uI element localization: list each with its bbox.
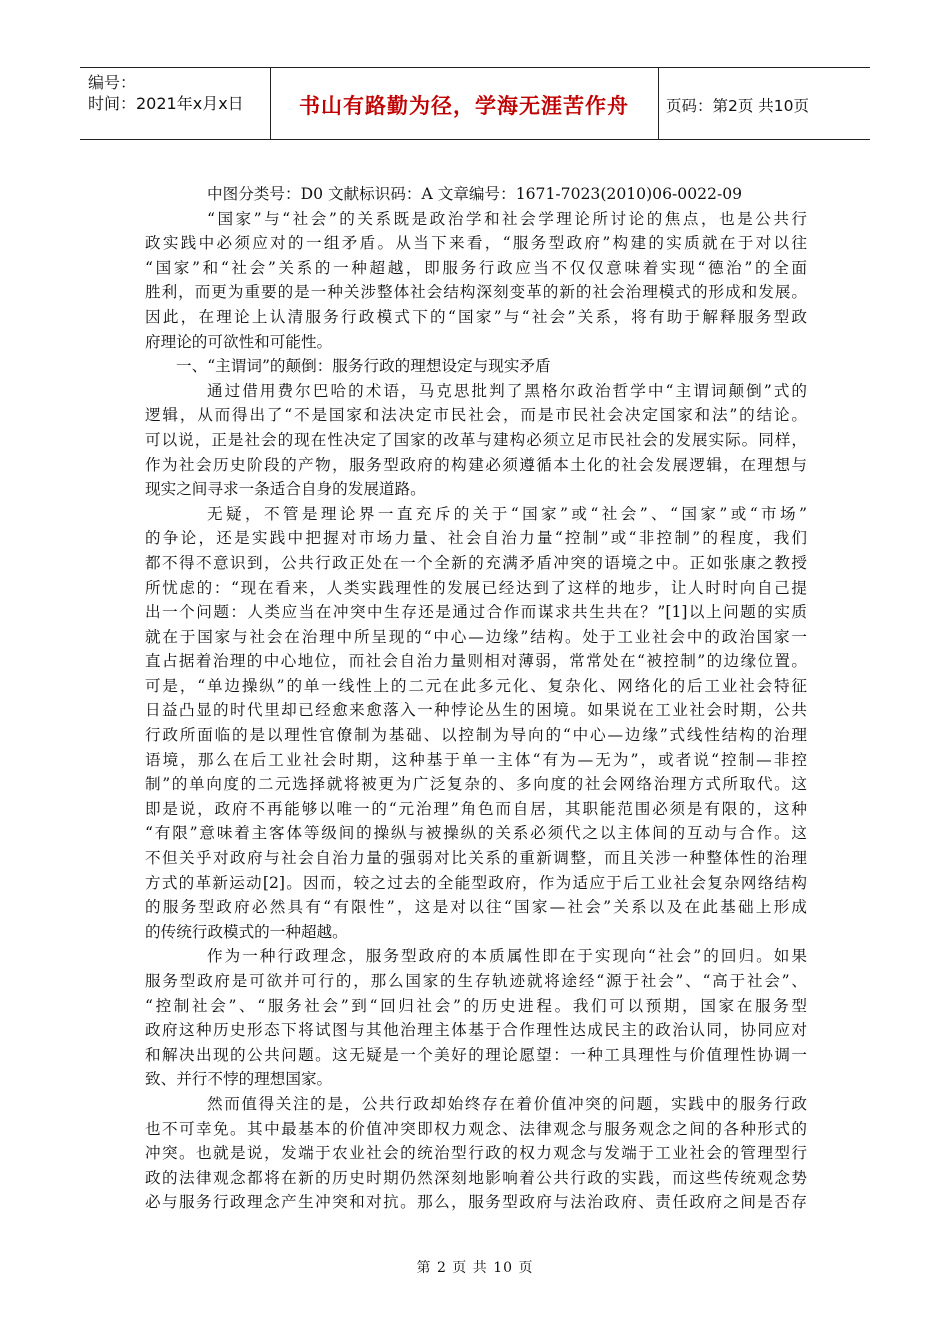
header-divider	[658, 68, 659, 139]
paragraph-line: 必与服务行政理念产生冲突和对抗。那么，服务型政府与法治政府、责任政府之间是否存	[145, 1193, 807, 1212]
document-time-label: 时间：2021年x月x日	[88, 94, 244, 113]
paragraph-line: 和解决出现的公共问题。这无疑是一个美好的理论愿望：一种工具理性与价值理性协调一	[145, 1045, 807, 1064]
paragraph-line: 可是，“单边操纵”的单一线性上的二元在此多元化、复杂化、网络化的后工业社会特征	[145, 676, 807, 695]
paragraph-line: 出一个问题：人类应当在冲突中生存还是通过合作而谋求共生共在？”[1]以上问题的实质	[145, 603, 807, 622]
page-header	[80, 67, 870, 140]
paragraph-line: 致、并行不悖的理想国家。	[145, 1070, 333, 1089]
paragraph-line: 的传统行政模式的一种超越。	[145, 922, 348, 941]
paragraph-line: 通过借用费尔巴哈的术语，马克思批判了黑格尔政治哲学中“主谓词颠倒”式的	[207, 381, 807, 400]
paragraph-line: “国家”与“社会”的关系既是政治学和社会学理论所讨论的焦点，也是公共行	[207, 209, 807, 228]
document-body	[145, 182, 807, 1215]
paragraph-line: 制”的单向度的二元选择就将被更为广泛复杂的、多向度的社会网络治理方式所取代。这	[145, 775, 807, 794]
paragraph-line: 政府这种历史形态下将试图与其他治理主体基于合作理性达成民主的政治认同，协同应对	[145, 1021, 807, 1040]
paragraph-line: 日益凸显的时代里却已经愈来愈落入一种悖论丛生的困境。如果说在工业社会时期，公共	[145, 701, 807, 720]
paragraph-line: 作为一种行政理念，服务型政府的本质属性即在于实现向“社会”的回归。如果	[207, 947, 807, 966]
paragraph-line: 府理论的可欲性和可能性。	[145, 332, 333, 351]
paragraph-line: 语境，那么在后工业社会时期，这种基于单一主体“有为—无为”，或者说“控制—非控	[145, 750, 807, 769]
paragraph-line: 都不得不意识到，公共行政正处在一个全新的充满矛盾冲突的语境之中。正如张康之教授	[145, 553, 807, 572]
paragraph-line: 的服务型政府必然具有“有限性”，这是对以往“国家—社会”关系以及在此基础上形成	[145, 898, 807, 917]
paragraph-line: 行政所面临的是以理性官僚制为基础、以控制为导向的“中心—边缘”式线性结构的治理	[145, 726, 807, 745]
paragraph-line: 就在于国家与社会在治理中所呈现的“中心—边缘”结构。处于工业社会中的政治国家一	[145, 627, 807, 646]
section-heading: 一、“主谓词”的颠倒：服务行政的理想设定与现实矛盾	[176, 357, 551, 376]
paragraph-line: 服务型政府是可欲并可行的，那么国家的生存轨迹就将途经“源于社会”、“高于社会”、	[145, 972, 807, 990]
paragraph-line: 直占据着治理的中心地位，而社会自治力量则相对薄弱，常常处在“被控制”的边缘位置。	[145, 652, 807, 671]
paragraph-line: 作为社会历史阶段的产物，服务型政府的构建必须遵循本土化的社会发展逻辑，在理想与	[145, 455, 807, 474]
header-left-block	[88, 72, 244, 114]
paragraph-line: 逻辑，从而得出了“不是国家和法决定市民社会，而是市民社会决定国家和法”的结论。	[145, 406, 807, 425]
classification-line: 中图分类号：D0 文献标识码：A 文章编号：1671-7023(2010)06-0022-09	[207, 185, 743, 203]
paragraph-line: “国家”和“社会”关系的一种超越，即服务行政应当不仅仅意味着实现“德治”的全面	[145, 258, 807, 277]
header-motto: 书山有路勤为径，学海无涯苦作舟	[299, 94, 629, 118]
paragraph-line: 冲突。也就是说，发端于农业社会的统治型行政的权力观念与发端于工业社会的管理型行	[145, 1144, 807, 1163]
paragraph-line: 政实践中必须应对的一组矛盾。从当下来看，“服务型政府”构建的实质就在于对以往	[145, 234, 807, 253]
paragraph-line: 政的法律观念都将在新的历史时期仍然深刻地影响着公共行政的实践，而这些传统观念势	[145, 1168, 807, 1187]
paragraph-line: 也不可幸免。其中最基本的价值冲突即权力观念、法律观念与服务观念之间的各种形式的	[145, 1119, 807, 1138]
paragraph-line: 然而值得关注的是，公共行政却始终存在着价值冲突的问题，实践中的服务行政	[207, 1094, 807, 1113]
paragraph-line: 胜利，而更为重要的是一种关涉整体社会结构深刻变革的新的社会治理模式的形成和发展。	[145, 283, 807, 302]
paragraph-line: 的争论，还是实践中把握对市场力量、社会自治力量“控制”或“非控制”的程度，我们	[145, 529, 807, 548]
paragraph-line: 可以说，正是社会的现在性决定了国家的改革与建构必须立足市民社会的发展实际。同样，	[145, 430, 807, 449]
paragraph-line: “控制社会”、“服务社会”到“回归社会”的历史进程。我们可以预期，国家在服务型	[145, 996, 807, 1015]
paragraph-line: “有限”意味着主客体等级间的操纵与被操纵的关系必须代之以主体间的互动与合作。这	[145, 824, 807, 843]
paragraph-line: 所忧虑的：“现在看来，人类实践理性的发展已经达到了这样的地步，让人时时向自己提	[145, 578, 807, 597]
paragraph-line: 无疑，不管是理论界一直充斥的关于“国家”或“社会”、“国家”或“市场”	[207, 504, 807, 523]
paragraph-line: 不但关乎对政府与社会自治力量的强弱对比关系的重新调整，而且关涉一种整体性的治理	[145, 849, 807, 868]
paragraph-line: 即是说，政府不再能够以唯一的“元治理”角色而自居，其职能范围必须是有限的，这种	[145, 799, 807, 818]
paragraph-line: 因此，在理论上认清服务行政模式下的“国家”与“社会”关系，将有助于解释服务型政	[145, 307, 807, 326]
page-footer: 第 2 页 共 10 页	[416, 1260, 534, 1276]
header-page-info: 页码：第2页 共10页	[666, 97, 810, 115]
paragraph-line: 方式的革新运动[2]。因而，较之过去的全能型政府，作为适应于后工业社会复杂网络结构	[145, 873, 807, 892]
document-number-label: 编号：	[88, 73, 137, 92]
paragraph-line: 现实之间寻求一条适合自身的发展道路。	[145, 480, 426, 499]
